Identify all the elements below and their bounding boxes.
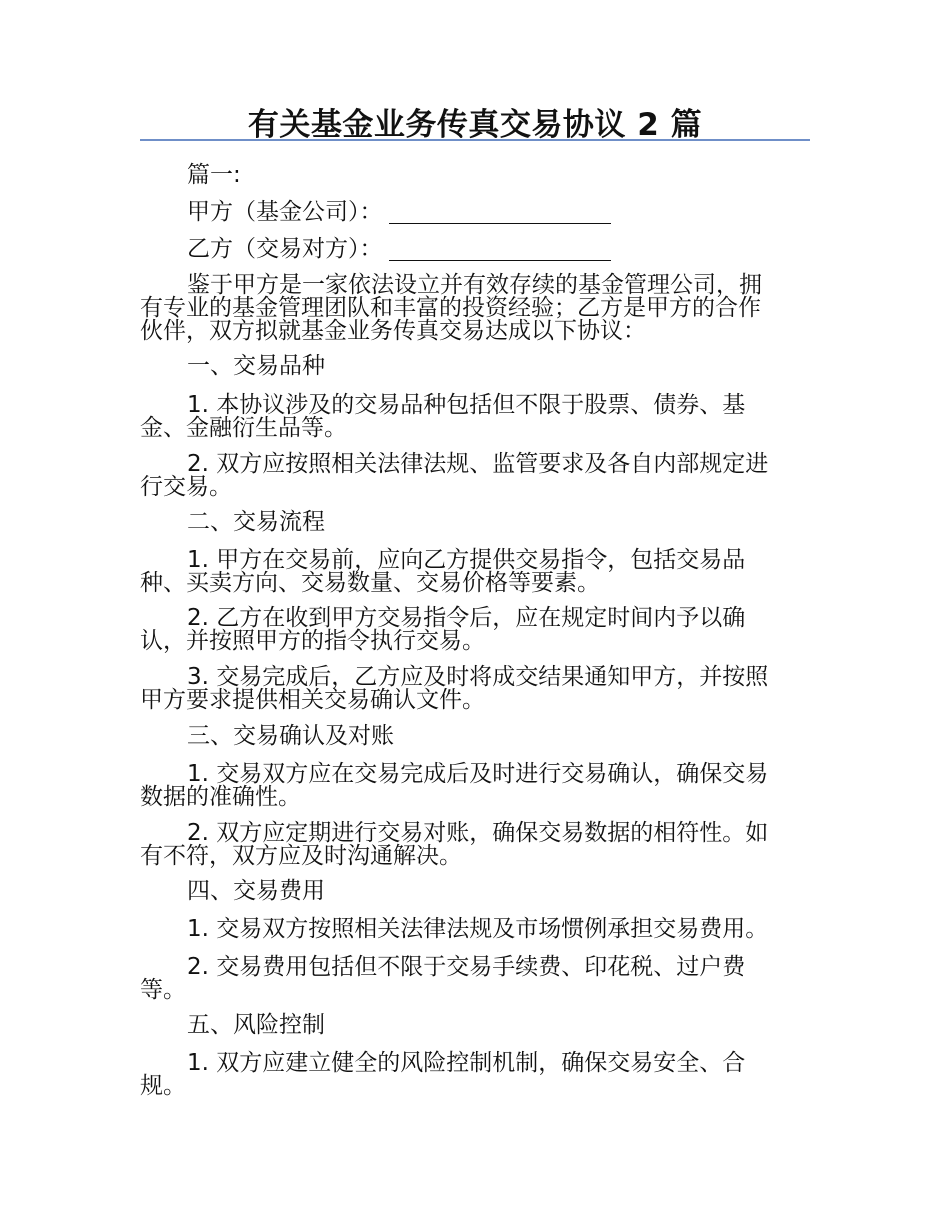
clause-line: 金、金融衍生品等。: [140, 415, 347, 441]
clause-line: 1. 交易双方按照相关法律法规及市场惯例承担交易费用。: [187, 916, 769, 942]
clause-line: 2. 双方应定期进行交易对账，确保交易数据的相符性。如: [187, 820, 769, 846]
section-heading: 三、交易确认及对账: [187, 723, 394, 749]
clause-line: 数据的准确性。: [140, 784, 301, 810]
document-title: 有关基金业务传真交易协议 2 篇: [247, 107, 703, 143]
party-b-blank: [389, 260, 611, 261]
clause-line: 1. 交易双方应在交易完成后及时进行交易确认，确保交易: [187, 761, 769, 787]
section-heading: 五、风险控制: [187, 1012, 325, 1038]
clause-line: 认，并按照甲方的指令执行交易。: [140, 628, 485, 654]
party-a-blank: [389, 223, 611, 224]
section-heading: 二、交易流程: [187, 509, 325, 535]
party-b-label: 乙方（交易对方）：: [187, 236, 383, 262]
preamble-line-1: 鉴于甲方是一家依法设立并有效存续的基金管理公司，拥: [187, 272, 762, 298]
preamble-line-2: 有专业的基金管理团队和丰富的投资经验；乙方是甲方的合作: [140, 295, 761, 321]
clause-line: 有不符，双方应及时沟通解决。: [140, 843, 462, 869]
clause-line: 1. 双方应建立健全的风险控制机制，确保交易安全、合: [187, 1050, 746, 1076]
clause-line: 2. 交易费用包括但不限于交易手续费、印花税、过户费: [187, 954, 746, 980]
clause-line: 1. 甲方在交易前，应向乙方提供交易指令，包括交易品: [187, 547, 746, 573]
section-heading: 一、交易品种: [187, 353, 325, 379]
clause-line: 3. 交易完成后，乙方应及时将成交结果通知甲方，并按照: [187, 664, 769, 690]
party-b-line: [187, 234, 611, 264]
clause-line: 规。: [140, 1073, 186, 1099]
clause-line: 等。: [140, 977, 186, 1003]
clause-line: 2. 乙方在收到甲方交易指令后，应在规定时间内予以确: [187, 605, 746, 631]
preamble-line-3: 伙伴，双方拟就基金业务传真交易达成以下协议：: [140, 318, 646, 344]
party-a-line: [187, 197, 611, 227]
title-underline: [140, 139, 810, 141]
clause-line: 甲方要求提供相关交易确认文件。: [140, 687, 485, 713]
party-a-label: 甲方（基金公司）：: [187, 199, 383, 225]
section-heading: 四、交易费用: [187, 878, 325, 904]
clause-line: 1. 本协议涉及的交易品种包括但不限于股票、债券、基: [187, 392, 746, 418]
clause-line: 行交易。: [140, 474, 232, 500]
clause-line: 2. 双方应按照相关法律法规、监管要求及各自内部规定进: [187, 451, 769, 477]
part-heading: 篇一:: [187, 162, 241, 188]
clause-line: 种、买卖方向、交易数量、交易价格等要素。: [140, 570, 600, 596]
